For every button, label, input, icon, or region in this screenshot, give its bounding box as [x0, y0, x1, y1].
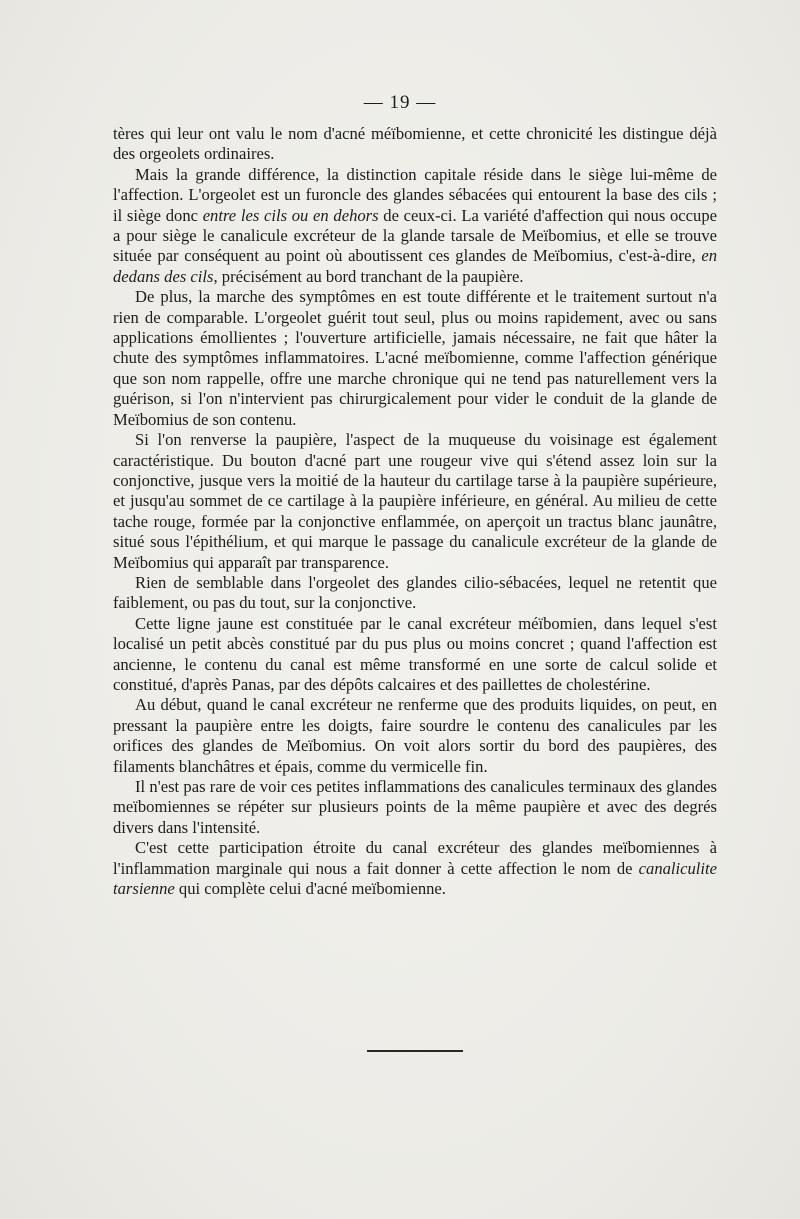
text-run: qui complète celui d'acné meïbomienne.	[174, 879, 446, 899]
paragraph	[113, 614, 717, 696]
text-run: C'est cette participation étroite du canal excréteur des glandes meïbomiennes à l'inflammation marginale qui nous a fait donner à cette affection le nom de	[113, 838, 717, 878]
text-run: Au début, quand le canal excréteur ne renferme que des produits liquides, on peut, en pressant la paupière entre les doigts, faire sourdre le contenu des canalicules par les orifices des glandes de Meïbomius. On voit alors sortir du bord des paupières, des filaments blanchâtres et épais, comme du vermicelle fin.	[113, 695, 717, 776]
paragraph	[113, 287, 717, 430]
text-run: Il n'est pas rare de voir ces petites inflammations des canalicules terminaux des glandes meïbomiennes se répéter sur plusieurs points de la même paupière et avec des degrés divers dans l'intensité.	[113, 777, 717, 837]
paragraph	[113, 165, 717, 287]
paragraph	[113, 838, 717, 899]
closing-rule	[367, 1050, 463, 1052]
text-run: Cette ligne jaune est constituée par le canal excréteur méïbomien, dans lequel s'est localisé un petit abcès constitué par du pus plus ou moins concret ; quand l'affection est ancienne, le contenu du canal est même transformé en une sorte de calcul solide et constitué, d'après Panas, par des dépôts calcaires et des paillettes de cholestérine.	[113, 613, 717, 694]
paragraph	[113, 124, 717, 165]
page-number: — 19 —	[363, 92, 437, 113]
text-run: de ceux-ci. La variété d'affection qui nous occupe a pour siège le canalicule excréteur de la glande tarsale de Meïbomius, et elle se trouve située par conséquent au point où aboutissent ces glandes de Meïbomius, c'est-à-dire,	[113, 205, 717, 266]
italic-phrase: entre les cils ou en dehors	[202, 205, 379, 225]
text-run: Rien de semblable dans l'orgeolet des glandes cilio-sébacées, lequel ne retentit que faiblement, ou pas du tout, sur la conjonctive.	[113, 572, 717, 613]
text-run: tères qui leur ont valu le nom d'acné méïbomienne, et cette chronicité les distingue déjà des orgeolets ordinaires.	[113, 124, 717, 164]
text-run: Mais la grande différence, la distinction capitale réside dans le siège lui-même de l'affection. L'orgeolet est un furoncle des glandes sébacées qui entourent la base des cils ; il siège donc	[113, 164, 717, 225]
paragraph	[113, 573, 717, 614]
italic-phrase: en dedans des cils	[113, 246, 717, 286]
paragraph	[113, 695, 717, 777]
text-run: Si l'on renverse la paupière, l'aspect de la muqueuse du voisinage est également caractéristique. Du bouton d'acné part une rougeur vive qui s'étend assez loin sur la conjonctive, jusque vers la moitié de la hauteur du cartilage tarse à la paupière supérieure, et jusqu'au sommet de ce cartilage à la paupière inférieure, en général. Au milieu de cette tache rouge, formée par la conjonctive enflammée, on aperçoit un tractus blanc jaunâtre, situé sous l'épithélium, et qui marque le passage du canalicule excréteur de la glande de Meïbomius qui apparaît par transparence.	[113, 430, 717, 572]
text-run: De plus, la marche des symptômes en est toute différente et le traitement surtout n'a rien de comparable. L'orgeolet guérit tout seul, plus ou moins rapidement, avec ou sans applications émollientes ; l'ouverture artificielle, jamais nécessaire, ne fait que hâter la chute des symptômes inflammatoires. L'acné meïbomienne, comme l'affection générique que son nom rappelle, offre une marche chronique qui ne tend pas naturellement vers la guérison, si l'on n'intervient pas chirurgicalement pour vider le conduit de la glande de Meïbomius de son contenu.	[113, 287, 717, 429]
body-text	[113, 124, 717, 899]
text-run: , précisément au bord tranchant de la paupière.	[213, 266, 524, 286]
italic-phrase: canaliculite tarsienne	[113, 858, 717, 899]
paragraph	[113, 777, 717, 838]
paragraph	[113, 430, 717, 573]
